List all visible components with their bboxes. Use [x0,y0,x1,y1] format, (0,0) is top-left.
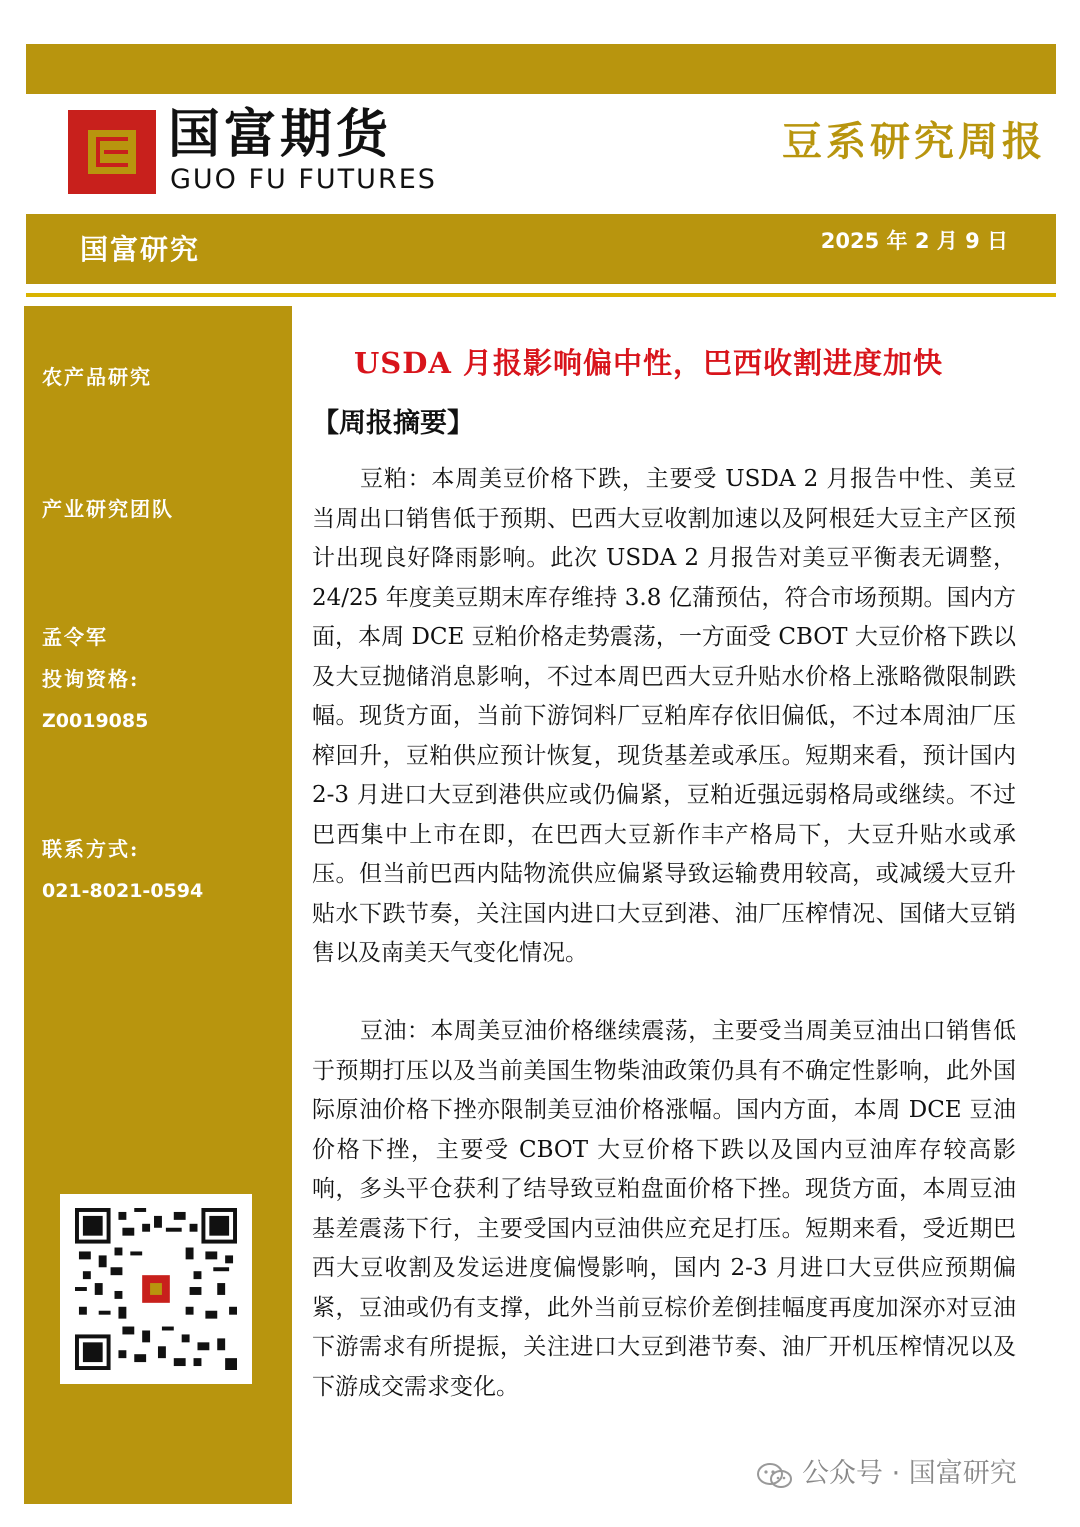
header-band [26,214,1056,284]
band-title: 国富研究 [80,233,201,266]
paragraph-soybean-oil: 豆油：本周美豆油价格继续震荡，主要受当周美豆油出口销售低于预期打压以及当前美国生物柴油政策仍具有不确定性影响，此外国际原油价格下挫亦限制美豆油价格涨幅。国内方面，本周 DCE 豆油价格下挫，主要受 CBOT 大豆价格下跌以及国内豆油库存较高影响，多头平仓获利了结导致豆粕盘面价格下挫。现货方面，本周豆油基差震荡下行，主要受国内豆油供应充足打压。短期来看，受近期巴西大豆收割及发运进度偏慢影响，国内 2-3 月进口大豆供应预期偏紧，豆油或仍有支撑，此外当前豆棕价差倒挂幅度再度加深亦对豆油下游需求有所提振，关注进口大豆到港节奏、油厂开机压榨情况以及下游成交需求变化。 [312,1018,1016,1400]
contact-label: 联系方式: [42,837,140,861]
summary-header: 【周报摘要】 [312,408,474,439]
sidebar-category: 农产品研究 [42,365,152,389]
analyst-name: 孟令军 [42,625,108,649]
footer-watermark [758,1454,1017,1494]
qualification-id: Z0019085 [42,710,149,732]
qr-code [60,1194,252,1384]
gold-divider [26,293,1056,297]
qr-code-icon [74,1208,238,1370]
sidebar-team: 产业研究团队 [42,497,174,521]
sidebar [24,306,292,1504]
logo-name-en: GUO FU FUTURES [170,164,437,195]
report-headline: USDA 月报影响偏中性，巴西收割进度加快 [354,346,943,380]
contact-phone: 021-8021-0594 [42,880,204,902]
report-date: 2025 年 2 月 9 日 [820,229,1008,253]
top-banner [26,44,1056,94]
company-logo-icon [68,110,156,194]
footer-watermark-text: 公众号 · 国富研究 [802,1458,1017,1489]
report-type-title: 豆系研究周报 [782,118,1046,165]
logo-mark [96,137,128,167]
qualification-label: 投询资格: [42,667,140,691]
logo-name-cn: 国富期货 [168,105,393,165]
paragraph-soybean-meal: 豆粕：本周美豆价格下跌，主要受 USDA 2 月报告中性、美豆当周出口销售低于预期、巴西大豆收割加速以及阿根廷大豆主产区预计出现良好降雨影响。此次 USDA 2 月报告对美豆平衡表无调整，24/25 年度美豆期末库存维持 3.8 亿蒲预估，符合市场预期。国内方面，本周 DCE 豆粕价格走势震荡，一方面受 CBOT 大豆价格下跌以及大豆抛储消息影响，不过本周巴西大豆升贴水价格上涨略微限制跌幅。现货方面，当前下游饲料厂豆粕库存依旧偏低，不过本周油厂压榨回升，豆粕供应预计恢复，现货基差或承压。短期来看，预计国内 2-3 月进口大豆到港供应或仍偏紧，豆粕近强远弱格局或继续。不过巴西集中上市在即，在巴西大豆新作丰产格局下，大豆升贴水或承压。但当前巴西内陆物流供应偏紧导致运输费用较高，或减缓大豆升贴水下跌节奏，关注国内进口大豆到港、油厂压榨情况、国储大豆销售以及南美天气变化情况。 [312,466,1016,966]
